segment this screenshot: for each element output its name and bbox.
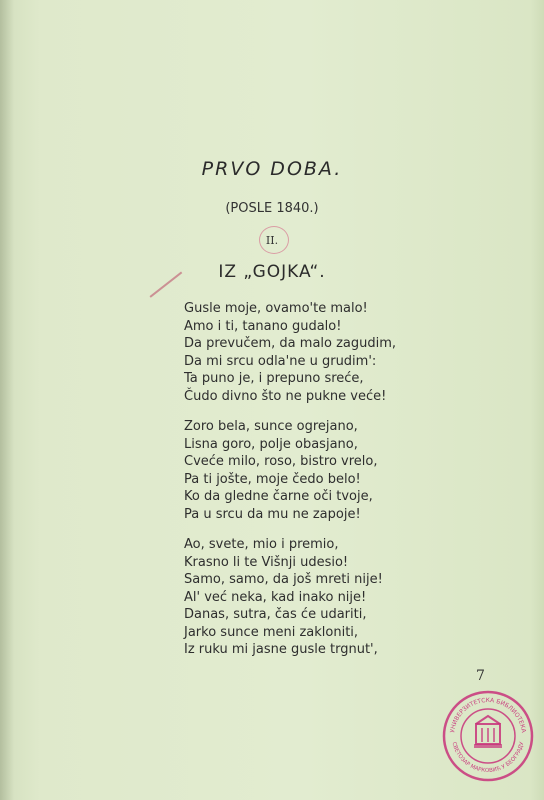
poem-line: Amo i ti, tanano gudalo!: [184, 318, 342, 334]
poem-line: Jarko sunce meni zakloniti,: [184, 624, 359, 640]
poem-line: Cveće milo, roso, bistro vrelo,: [184, 454, 378, 469]
page-edge-shadow: [0, 0, 14, 800]
page-subtitle: (POSLE 1840.): [225, 201, 319, 216]
page-title: PRVO DOBA.: [201, 158, 343, 180]
stanza-1: [184, 300, 396, 405]
poem-line: Lisna goro, polje obasjano,: [184, 436, 358, 452]
poem-line: Samo, samo, da još mreti nije!: [184, 572, 383, 587]
poem-line: Al' već neka, kad inako nije!: [184, 589, 367, 605]
svg-text:СВЕТОЗАР МАРКОВИЋ У БЕОГРАДУ: СВЕТОЗАР МАРКОВИЋ У БЕОГРАДУ: [450, 741, 526, 775]
poem-line: Zoro bela, sunce ogrejano,: [184, 419, 358, 434]
poem-title: IZ „GOJKA“.: [218, 262, 326, 282]
poem-line: Da prevučem, da malo zagudim,: [184, 336, 397, 351]
poem-line: Da mi srcu odla'ne u grudim':: [184, 353, 377, 369]
page-number: 7: [476, 668, 485, 684]
poem-line: Iz ruku mi jasne gusle trgnut',: [184, 642, 378, 657]
section-numeral: II.: [265, 234, 279, 247]
poem-line: Ko da gledne čarne oči tvoje,: [184, 489, 373, 504]
stanza-2: [184, 418, 377, 523]
stamp-graphic: [440, 688, 536, 784]
poem-line: Ao, svete, mio i premio,: [184, 537, 339, 552]
poem-line: Pa ti jošte, moje čedo belo!: [184, 471, 361, 487]
poem-line: Krasno li te Višnji udesio!: [184, 554, 349, 570]
stanza-3: [184, 536, 383, 659]
poem-line: Danas, sutra, čas će udariti,: [184, 607, 367, 622]
svg-text:УНИВЕРЗИТЕТСКА БИБЛИОТЕКА: УНИВЕРЗИТЕТСКА БИБЛИОТЕКА: [449, 696, 527, 734]
poem-line: Pa u srcu da mu ne zapoje!: [184, 506, 361, 522]
poem-line: Gusle moje, ovamo'te malo!: [184, 301, 368, 316]
poem-line: Čudo divno što ne pukne veće!: [184, 388, 387, 404]
library-stamp-icon: [440, 688, 536, 784]
poem-line: Ta puno je, i prepuno sreće,: [184, 371, 364, 386]
